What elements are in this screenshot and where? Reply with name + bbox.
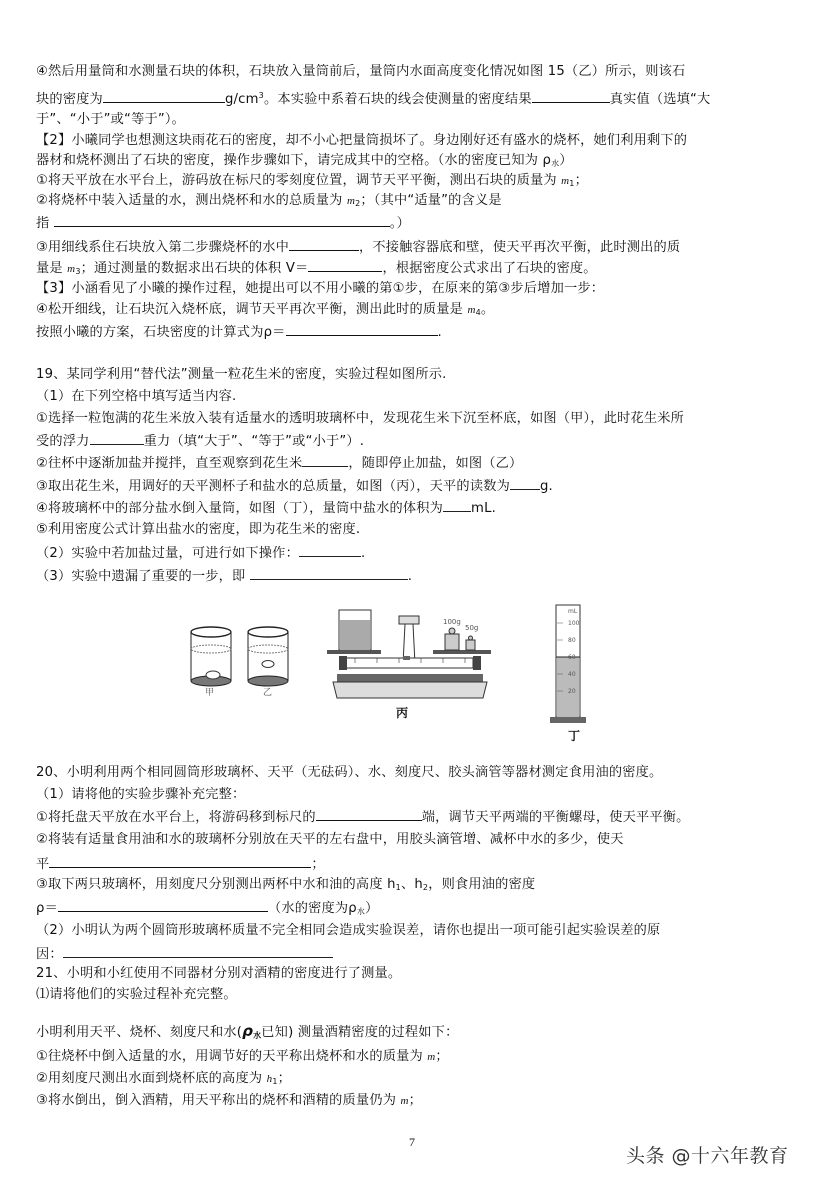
error-reason-blank[interactable]	[63, 944, 333, 958]
balance-state-blank[interactable]	[49, 854, 311, 868]
cylinder-tick-80: 80	[568, 637, 576, 644]
q18-section2-step3	[36, 237, 680, 258]
formula-blank[interactable]	[286, 322, 438, 336]
figure-label-yi: 乙	[263, 688, 273, 698]
text: ③将水倒出，倒入酒精，用天平称出的烧杯和酒精的质量仍为	[36, 1093, 401, 1108]
subscript: 1	[395, 883, 401, 892]
variable: m	[67, 263, 76, 275]
text: mL.	[471, 501, 497, 516]
q20-title: 20、小明利用两个相同圆筒形玻璃杯、天平（无砝码）、水、刻度尺、胶头滴管等器材测定食用油的密度。	[36, 765, 663, 780]
text: ）	[559, 153, 573, 168]
text: 、h	[400, 877, 423, 892]
text: ③取出花生米，用调好的天平测杯子和盐水的总质量，如图（丙），天平的读数为	[36, 479, 510, 494]
text: 。	[480, 302, 495, 317]
cylinder-tick-100: 100	[568, 620, 580, 627]
text: 端，调节天平两端的平衡螺母，使天平平衡。	[421, 810, 690, 825]
figure-beakers-jia-yi	[183, 605, 298, 697]
text: 量是	[36, 261, 68, 276]
subscript: 3	[75, 267, 81, 276]
step3-blank[interactable]	[289, 237, 359, 251]
subscript: 2	[422, 883, 429, 892]
text: 已知) 测量酒精密度的过程如下：	[261, 1025, 459, 1040]
text: ，根据密度公式求出了石块的密度。	[382, 261, 597, 276]
q18-section2-step2	[36, 191, 502, 214]
text: （2）实验中若加盐过量，可进行如下操作：	[36, 546, 299, 561]
cylinder-unit-label: mL	[568, 608, 578, 615]
q21-step1	[36, 1047, 449, 1067]
q21-step3	[36, 1091, 422, 1111]
text: ，随即停止加盐，如图（乙）	[348, 456, 523, 471]
subscript: 1	[569, 179, 575, 188]
text: ①将托盘天平放在水平台上，将游码移到标尺的	[36, 810, 316, 825]
q20-part1: （1）请将他的实验步骤补充完整：	[36, 787, 246, 802]
q18-section3-formula	[36, 322, 442, 343]
text: ③取下两只玻璃杯，用刻度尺分别测出两杯中水和油的高度 h	[36, 877, 396, 892]
unit-superscript: 3	[258, 91, 264, 100]
q18-section3-step4	[36, 300, 494, 323]
excess-salt-blank[interactable]	[299, 543, 361, 557]
unit-text: g/cm	[224, 92, 259, 107]
text: ；（其中“适量”的含义是	[360, 193, 502, 208]
q20-step2-line2	[36, 854, 325, 875]
text: 受的浮力	[36, 434, 90, 449]
text: ρ＝	[36, 901, 58, 916]
page-number: 7	[409, 1135, 415, 1149]
text: ①往烧杯中倒入适量的水，用调节好的天平称出烧杯和水的质量为	[36, 1049, 428, 1064]
q19-part1: （1）在下列空格中填写适当内容.	[36, 389, 237, 404]
text: 。）	[389, 216, 410, 231]
q20-step3-line1	[36, 875, 535, 898]
weight-100g-label: 100g	[443, 618, 461, 626]
q19-step2	[36, 453, 522, 474]
text: ，不接触容器底和壁，使天平再次平衡，此时测出的质	[359, 240, 681, 255]
q18-section2-line1: 【2】小曦同学也想测这块雨花石的密度，却不小心把量筒损坏了。身边刚好还有盛水的烧杯，她们利用剩下的	[36, 133, 688, 148]
text: 真实值（选填“大	[609, 92, 711, 107]
subscript: 水	[551, 159, 560, 168]
q19-part3	[36, 566, 412, 587]
text: ；	[311, 857, 325, 872]
q19-step1-line1: ①选择一粒饱满的花生米放入装有适量水的透明玻璃杯中，发现花生米下沉至杯底，如图（甲），此时花生米所	[36, 411, 685, 426]
q21-step2	[36, 1069, 291, 1092]
cylinder-tick-60: 60	[568, 654, 576, 661]
text: ①将天平放在水平台上，游码放在标尺的零刻度位置，调节天平平衡，测出石块的质量为	[36, 173, 562, 188]
volume-blank[interactable]	[308, 258, 382, 272]
q18-step4-line1: ④然后用量筒和水测量石块的体积，石块放入量筒前后，量筒内水面高度变化情况如图 15（乙）所示，则该石	[36, 64, 686, 79]
text: .	[407, 569, 413, 584]
text: 平	[36, 857, 50, 872]
oil-density-blank[interactable]	[58, 898, 268, 912]
subscript: 1	[272, 1077, 278, 1086]
q19-step4	[36, 498, 496, 519]
subscript: 水	[356, 907, 366, 916]
text: 器材和烧杯测出了石块的密度，操作步骤如下，请完成其中的空格。（水的密度已知为 ρ	[36, 153, 552, 168]
missing-step-blank[interactable]	[250, 566, 408, 580]
figure-balance-bing	[325, 600, 495, 720]
peanut-state-blank[interactable]	[302, 453, 348, 467]
subscript: 水	[253, 1031, 262, 1040]
q21-intro	[36, 1021, 458, 1046]
ruler-end-blank[interactable]	[316, 807, 422, 821]
text: （3）实验中遗漏了重要的一步，即	[36, 569, 250, 584]
subscript: 4	[475, 308, 481, 317]
q18-section3-line1: 【3】小涵看见了小曦的操作过程，她提出可以不用小曦的第①步，在原来的第③步后增加一步：	[36, 281, 605, 296]
q21-title: 21、小明和小红使用不同器材分别对酒精的密度进行了测量。	[36, 966, 402, 981]
text: .	[360, 546, 366, 561]
text: ②往杯中逐渐加盐并搅拌，直至观察到花生米	[36, 456, 303, 471]
q19-step1-line2	[36, 431, 364, 452]
q20-part2-line2	[36, 944, 333, 965]
text: 块的密度为	[36, 92, 103, 107]
text: ②将烧杯中装入适量的水，测出烧杯和水的总质量为	[36, 193, 347, 208]
text: 。本实验中系着石块的线会使测量的密度结果	[263, 92, 532, 107]
q19-step5: ⑤利用密度公式计算出盐水的密度，即为花生米的密度.	[36, 522, 361, 537]
text: 因：	[36, 947, 63, 962]
text: ④松开细线，让石块沉入烧杯底，调节天平再次平衡，测出此时的质量是	[36, 302, 468, 317]
variable: m	[561, 175, 570, 187]
q19-title: 19、某同学利用“替代法”测量一粒花生米的密度，实验过程如图所示.	[36, 367, 447, 382]
text: g.	[539, 479, 553, 494]
figure-label-bing: 丙	[396, 706, 409, 720]
variable: h	[266, 1073, 273, 1085]
q18-step4-line2	[36, 86, 710, 110]
buoyancy-blank[interactable]	[90, 431, 144, 445]
cylinder-tick-40: 40	[568, 671, 576, 678]
text: ④将玻璃杯中的部分盐水倒入量筒，如图（丁），量筒中盐水的体积为	[36, 501, 444, 516]
q18-step4-line3: 于”、“小于”或“等于”）。	[36, 112, 186, 127]
variable: m	[467, 304, 476, 316]
rho-symbol: ρ	[242, 1022, 254, 1040]
q20-part2-line1: （2）小明认为两个圆筒形玻璃杯质量不完全相同会造成实验误差，请你也提出一项可能引起实验误差的原	[36, 923, 661, 938]
text: 重力（填“大于”、“等于”或“小于”）.	[143, 434, 365, 449]
q20-step2-line1: ②将装有适量食用油和水的玻璃杯分别放在天平的左右盘中，用胶头滴管增、减杯中水的多少，使天	[36, 832, 624, 847]
q18-section2-step2-cont	[36, 213, 410, 234]
q21-part1: ⑴请将他们的实验过程补充完整。	[36, 987, 237, 1002]
weight-50g-label: 50g	[465, 624, 479, 632]
figure-cylinder-ding	[548, 603, 588, 743]
text: ；通过测量的数据求出石块的体积 V＝	[80, 261, 309, 276]
volume-reading-blank[interactable]	[443, 498, 471, 512]
q19-part2	[36, 543, 365, 564]
figure-label-jia: 甲	[205, 688, 215, 698]
text: 指	[36, 216, 54, 231]
text: ）	[365, 901, 379, 916]
comparison-answer-blank[interactable]	[532, 89, 610, 103]
variable: m	[400, 1095, 409, 1107]
watermark: 头条 @十六年教育	[626, 1145, 789, 1167]
subscript: 2	[355, 199, 361, 208]
text: ②用刻度尺测出水面到烧杯底的高度为	[36, 1071, 267, 1086]
figure-label-ding: 丁	[568, 729, 581, 743]
text: 小明利用天平、烧杯、刻度尺和水(	[36, 1025, 243, 1040]
variable: m	[427, 1051, 436, 1063]
appropriate-amount-blank[interactable]	[54, 213, 390, 227]
text: ；	[277, 1071, 292, 1086]
q20-step3-line2	[36, 898, 378, 922]
density-answer-blank[interactable]	[103, 89, 225, 103]
q19-step3	[36, 476, 553, 497]
text: ；	[574, 173, 588, 188]
text: 按照小曦的方案，石块密度的计算式为ρ＝	[36, 325, 286, 340]
text: ③用细线系住石块放入第二步骤烧杯的水中	[36, 240, 289, 255]
cylinder-tick-20: 20	[568, 688, 576, 695]
beakers-illustration	[183, 605, 298, 697]
balance-illustration	[325, 600, 495, 700]
balance-reading-blank[interactable]	[510, 476, 540, 490]
variable: m	[346, 195, 356, 207]
text: ，则食用油的密度	[428, 877, 536, 892]
q20-step1	[36, 807, 690, 828]
text: （水的密度为ρ	[267, 901, 357, 916]
text: ；	[408, 1093, 423, 1108]
text: .	[437, 325, 442, 340]
text: ；	[435, 1049, 449, 1064]
